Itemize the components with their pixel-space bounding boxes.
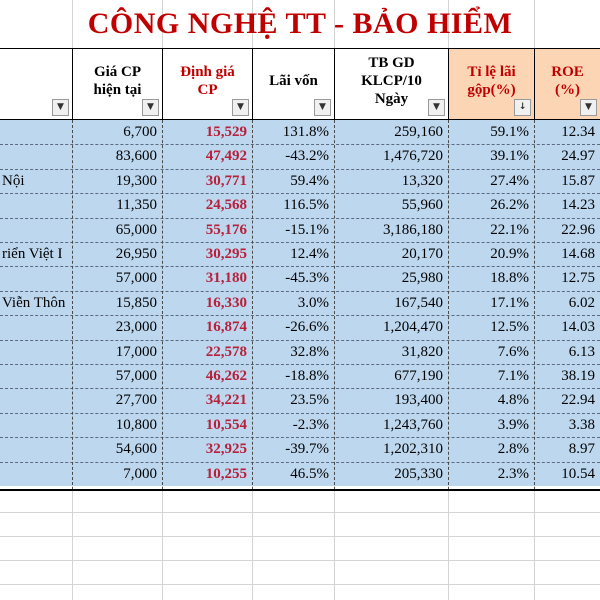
cell-volume[interactable]: 1,202,310 <box>383 441 443 458</box>
header-price-line1: Giá CP <box>93 64 142 80</box>
cell-volume[interactable]: 259,160 <box>394 124 443 140</box>
row-separator <box>0 388 600 389</box>
cell-volume[interactable]: 193,400 <box>394 392 443 409</box>
table-row[interactable] <box>0 413 600 437</box>
cell-price[interactable]: 7,000 <box>123 465 157 482</box>
cell-margin[interactable]: 4.8% <box>497 392 529 409</box>
cell-roe[interactable]: 10.54 <box>561 465 595 482</box>
cell-name[interactable]: Nội <box>2 172 25 189</box>
cell-margin[interactable]: 26.2% <box>490 197 529 214</box>
cell-name[interactable] <box>0 144 72 168</box>
cell-valuation[interactable]: 30,295 <box>205 246 247 262</box>
cell-volume[interactable]: 3,186,180 <box>383 221 443 238</box>
dropdown-arrow-icon[interactable]: ▼ <box>52 99 69 116</box>
cell-price[interactable]: 54,600 <box>115 441 157 458</box>
cell-roe[interactable]: 14.03 <box>561 319 595 336</box>
cell-volume[interactable]: 205,330 <box>394 465 443 482</box>
cell-valuation[interactable]: 10,255 <box>205 465 247 482</box>
table-bottom-border <box>0 489 600 491</box>
sheet-title: CÔNG NGHỆ TT - BẢO HIỂM <box>87 7 513 40</box>
table-row[interactable] <box>0 388 600 412</box>
cell-price[interactable]: 83,600 <box>115 148 157 165</box>
cell-gain[interactable]: -15.1% <box>285 221 329 238</box>
row-separator <box>0 169 600 170</box>
table-row[interactable] <box>0 120 600 144</box>
cell-roe[interactable]: 12.75 <box>561 270 595 287</box>
table-row[interactable] <box>0 437 600 461</box>
cell-gain[interactable]: -43.2% <box>285 148 329 165</box>
cell-valuation[interactable]: 16,330 <box>205 294 247 311</box>
cell-valuation[interactable]: 31,180 <box>205 270 247 287</box>
dropdown-arrow-icon[interactable]: ▼ <box>428 99 445 116</box>
dropdown-arrow-icon[interactable]: ▼ <box>314 99 331 116</box>
cell-price[interactable]: 19,300 <box>115 172 157 189</box>
header-valuation[interactable] <box>162 48 253 120</box>
header-price-line2: hiện tại <box>93 82 142 98</box>
header-name[interactable] <box>0 48 73 120</box>
table-row[interactable] <box>0 291 600 315</box>
cell-margin[interactable]: 12.5% <box>490 319 529 336</box>
cell-name[interactable] <box>0 364 72 388</box>
row-separator <box>0 413 600 414</box>
cell-gain[interactable]: 59.4% <box>290 172 329 189</box>
gridline <box>0 536 600 537</box>
table-row[interactable] <box>0 315 600 339</box>
cell-roe[interactable]: 3.38 <box>568 416 595 433</box>
cell-price[interactable]: 57,000 <box>115 368 157 384</box>
cell-margin[interactable]: 18.8% <box>490 270 529 287</box>
column-separator <box>72 120 73 490</box>
cell-gain[interactable]: 116.5% <box>283 197 329 214</box>
cell-roe[interactable]: 22.96 <box>561 221 595 238</box>
cell-margin[interactable]: 17.1% <box>490 294 529 311</box>
header-price[interactable] <box>72 48 163 120</box>
table-row[interactable] <box>0 340 600 364</box>
row-separator <box>0 193 600 194</box>
cell-name[interactable] <box>0 218 72 242</box>
row-separator <box>0 218 600 219</box>
cell-price[interactable]: 23,000 <box>115 319 157 336</box>
cell-roe[interactable]: 14.23 <box>561 197 595 214</box>
header-gain-line1: Lãi vốn <box>269 73 318 89</box>
cell-gain[interactable]: -39.7% <box>285 441 329 458</box>
cell-volume[interactable]: 167,540 <box>394 294 443 311</box>
cell-price[interactable]: 15,850 <box>115 294 157 311</box>
dropdown-arrow-icon[interactable]: ▼ <box>580 99 597 116</box>
cell-gain[interactable]: 12.4% <box>290 246 329 262</box>
cell-gain[interactable]: 131.8% <box>282 124 329 140</box>
column-separator <box>162 120 163 490</box>
cell-volume[interactable]: 1,476,720 <box>383 148 443 165</box>
table-row[interactable] <box>0 266 600 290</box>
cell-volume[interactable]: 25,980 <box>401 270 443 287</box>
header-volume-line2: KLCP/10 <box>361 73 422 89</box>
cell-volume[interactable]: 1,204,470 <box>383 319 443 336</box>
cell-price[interactable]: 17,000 <box>115 343 157 360</box>
cell-valuation[interactable]: 55,176 <box>205 221 247 238</box>
cell-gain[interactable]: 23.5% <box>290 392 329 409</box>
column-separator <box>534 120 535 490</box>
cell-volume[interactable]: 31,820 <box>401 343 443 360</box>
cell-gain[interactable]: -18.8% <box>285 368 329 384</box>
cell-margin[interactable]: 2.8% <box>497 441 529 458</box>
cell-margin[interactable]: 3.9% <box>497 416 529 433</box>
header-gain[interactable] <box>252 48 335 120</box>
dropdown-arrow-icon[interactable]: ▼ <box>232 99 249 116</box>
header-valuation-line1: Định giá <box>180 64 235 80</box>
cell-name[interactable]: Viễn Thôn <box>2 294 66 311</box>
table-row[interactable] <box>0 364 600 388</box>
cell-volume[interactable]: 1,243,760 <box>383 416 443 433</box>
header-roe-line1: ROE <box>551 64 584 80</box>
cell-roe[interactable]: 14.68 <box>561 246 595 262</box>
cell-price[interactable]: 65,000 <box>115 221 157 238</box>
cell-valuation[interactable]: 30,771 <box>205 172 247 189</box>
cell-valuation[interactable]: 34,221 <box>205 392 247 409</box>
cell-name[interactable]: riển Việt I <box>2 246 63 262</box>
cell-valuation[interactable]: 10,554 <box>205 416 247 433</box>
cell-valuation[interactable]: 15,529 <box>205 124 247 140</box>
cell-margin[interactable]: 39.1% <box>490 148 529 165</box>
cell-gain[interactable]: 3.0% <box>297 294 329 311</box>
cell-roe[interactable]: 15.87 <box>561 172 595 189</box>
cell-gain[interactable]: -26.6% <box>285 319 329 336</box>
gridline <box>0 512 600 513</box>
cell-gain[interactable]: -2.3% <box>292 416 329 433</box>
cell-volume[interactable]: 55,960 <box>401 197 443 214</box>
table-row[interactable] <box>0 144 600 168</box>
cell-margin[interactable]: 7.6% <box>497 343 529 360</box>
gridline <box>0 560 600 561</box>
cell-roe[interactable]: 22.94 <box>561 392 595 409</box>
header-volume-line3: Ngày <box>374 91 409 107</box>
cell-roe[interactable]: 6.02 <box>568 294 595 311</box>
header-roe-line2: (%) <box>555 82 580 98</box>
column-separator <box>334 120 335 490</box>
cell-margin[interactable]: 20.9% <box>490 246 529 262</box>
column-separator <box>252 120 253 490</box>
row-separator <box>0 437 600 438</box>
row-separator <box>0 266 600 267</box>
header-volume-line1: TB GD <box>368 55 415 71</box>
cell-name[interactable] <box>0 120 72 144</box>
cell-gain[interactable]: 46.5% <box>290 465 329 482</box>
cell-valuation[interactable]: 16,874 <box>205 319 247 336</box>
row-separator <box>0 462 600 463</box>
cell-price[interactable]: 26,950 <box>115 246 157 262</box>
row-separator <box>0 364 600 365</box>
row-separator <box>0 291 600 292</box>
cell-roe[interactable]: 12.34 <box>561 124 595 140</box>
column-separator <box>448 120 449 490</box>
cell-price[interactable]: 27,700 <box>115 392 157 409</box>
cell-name[interactable] <box>0 462 72 486</box>
row-separator <box>0 315 600 316</box>
header-margin-line2: gộp(%) <box>467 82 516 98</box>
header-margin-line1: Tỉ lệ lãi <box>467 64 516 80</box>
cell-roe[interactable]: 24.97 <box>561 148 595 165</box>
cell-volume[interactable]: 677,190 <box>394 368 443 384</box>
cell-margin[interactable]: 27.4% <box>490 172 529 189</box>
cell-margin[interactable]: 2.3% <box>497 465 529 482</box>
row-separator <box>0 340 600 341</box>
cell-valuation[interactable]: 24,568 <box>205 197 247 214</box>
cell-valuation[interactable]: 22,578 <box>205 343 247 360</box>
cell-volume[interactable]: 20,170 <box>401 246 443 262</box>
cell-price[interactable]: 10,800 <box>115 416 157 433</box>
cell-gain[interactable]: -45.3% <box>285 270 329 287</box>
cell-valuation[interactable]: 32,925 <box>205 441 247 458</box>
gridline <box>0 584 600 585</box>
table-row[interactable] <box>0 218 600 242</box>
cell-name[interactable] <box>0 437 72 461</box>
cell-name[interactable] <box>0 266 72 290</box>
cell-name[interactable] <box>0 413 72 437</box>
cell-margin[interactable]: 22.1% <box>490 221 529 238</box>
row-separator <box>0 242 600 243</box>
cell-name[interactable] <box>0 193 72 217</box>
dropdown-arrow-icon[interactable]: ▼ <box>142 99 159 116</box>
cell-price[interactable]: 11,350 <box>116 197 157 214</box>
table-row[interactable] <box>0 242 600 266</box>
cell-roe[interactable]: 8.97 <box>568 441 595 458</box>
row-separator <box>0 144 600 145</box>
sort-descending-icon[interactable]: ↓ <box>514 99 531 116</box>
cell-roe[interactable]: 6.13 <box>568 343 595 360</box>
cell-price[interactable]: 57,000 <box>115 270 157 287</box>
cell-gain[interactable]: 32.8% <box>290 343 329 360</box>
cell-roe[interactable]: 38.19 <box>561 368 595 384</box>
cell-margin[interactable]: 59.1% <box>490 124 529 140</box>
cell-price[interactable]: 6,700 <box>123 124 157 140</box>
cell-name[interactable] <box>0 388 72 412</box>
cell-valuation[interactable]: 46,262 <box>205 368 247 384</box>
cell-valuation[interactable]: 47,492 <box>205 148 247 165</box>
cell-margin[interactable]: 7.1% <box>497 368 529 384</box>
header-margin[interactable] <box>448 48 535 120</box>
header-roe[interactable] <box>534 48 600 120</box>
cell-name[interactable] <box>0 340 72 364</box>
cell-name[interactable] <box>0 315 72 339</box>
cell-volume[interactable]: 13,320 <box>401 172 443 189</box>
table-row[interactable] <box>0 193 600 217</box>
header-volume[interactable] <box>334 48 449 120</box>
header-valuation-line2: CP <box>197 82 218 98</box>
table-row[interactable] <box>0 169 600 193</box>
table-row[interactable] <box>0 462 600 486</box>
